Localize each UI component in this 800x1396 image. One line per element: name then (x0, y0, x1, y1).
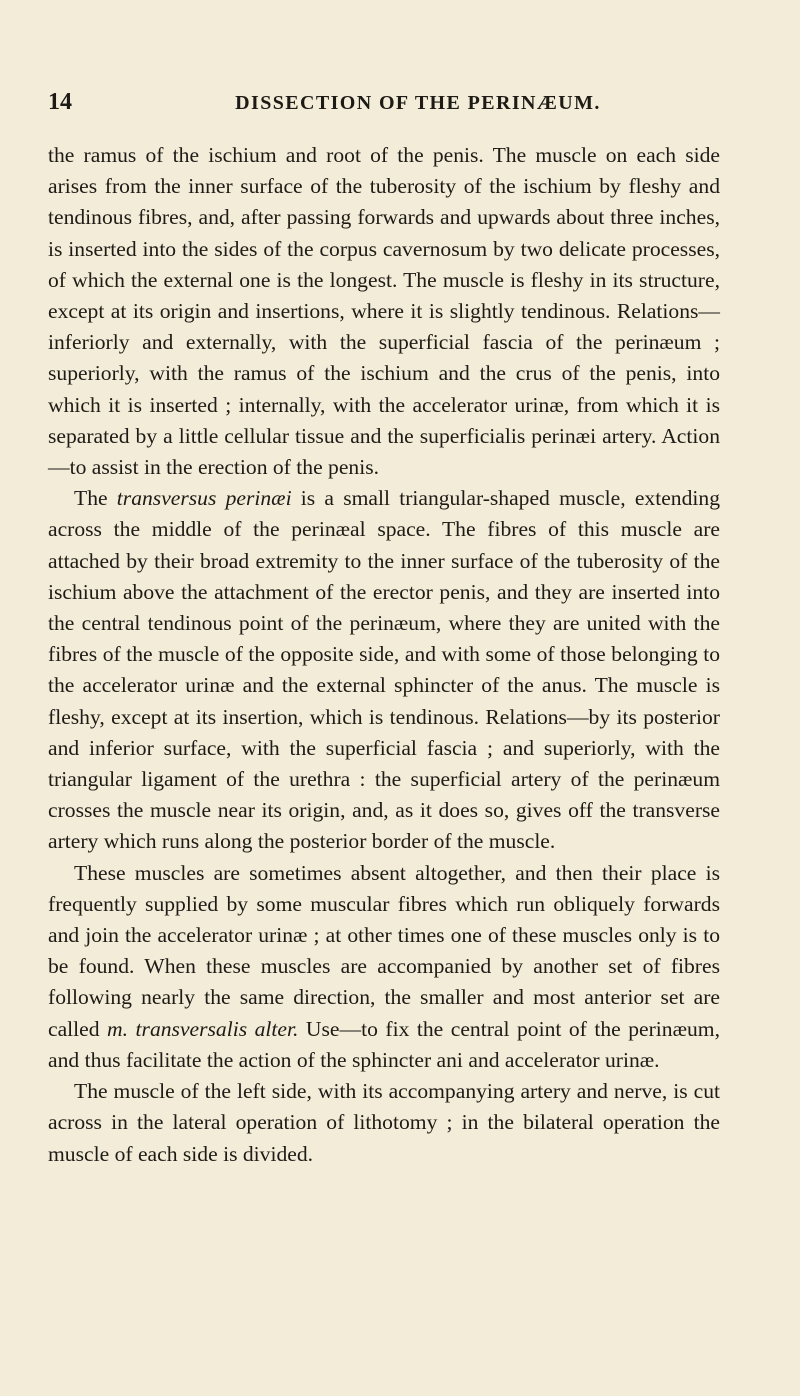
italic-term: transversus perinæi (116, 486, 292, 511)
page-number: 14 (48, 89, 72, 115)
body-text (48, 140, 720, 1170)
paragraph-rest: Use—to fix the central point of the perinæum, and thus facilitate the action of the sphincter ani and accelerator urinæ. (48, 1016, 720, 1072)
paragraph-variations (48, 858, 720, 1076)
paragraph-lead: The (74, 486, 117, 511)
paragraph-erector-penis: the ramus of the ischium and root of the penis. The muscle on each side arises from the inner surface of the tuberosity of the ischium by fleshy and tendinous fibres, and, after passing forwards and upwards about three inches, is inserted into the sides of the corpus cavernosum by two delicate processes, of which the external one is the longest. The muscle is fleshy in its structure, except at its origin and insertions, where it is slightly tendinous. Relations—inferiorly and externally, with the superficial fascia of the perinæum ; superiorly, with the ramus of the ischium and the crus of the penis, into which it is inserted ; internally, with the accelerator urinæ, from which it is separated by a little cellular tissue and the superficialis perinæi artery. Action—to assist in the erection of the penis. (48, 143, 720, 480)
paragraph-transversus-perinaei (48, 483, 720, 857)
running-head: DISSECTION OF THE PERINÆUM. (235, 92, 601, 114)
italic-term: m. transversalis alter. (107, 1016, 299, 1041)
paragraph-lead: These muscles are sometimes absent altogether, and then their place is frequently supplied by some muscular fibres which run obliquely forwards and join the accelerator urinæ ; at other times one of these muscles only is to be found. When these muscles are accompanied by another set of fibres following nearly the same direction, the smaller and most anterior set are called (48, 860, 720, 1041)
paragraph-rest: is a small triangular-shaped muscle, extending across the middle of the perinæal space. The fibres of this muscle are attached by their broad extremity to the inner surface of the tuberosity of the ischium above the attachment of the erector penis, and they are inserted into the central tendinous point of the perinæum, where they are united with the fibres of the muscle of the opposite side, and with some of those belonging to the accelerator urinæ and the external sphincter of the anus. The muscle is fleshy, except at its insertion, which is tendinous. Relations—by its posterior and inferior surface, with the superficial fascia ; and superiorly, with the triangular ligament of the urethra : the superficial artery of the perinæum crosses the muscle near its origin, and, as it does so, gives off the transverse artery which runs along the posterior border of the muscle. (48, 486, 720, 854)
page-header (48, 89, 728, 119)
paragraph-lithotomy: The muscle of the left side, with its accompanying artery and nerve, is cut across in the lateral operation of lithotomy ; in the bilateral operation the muscle of each side is divided. (48, 1079, 720, 1166)
